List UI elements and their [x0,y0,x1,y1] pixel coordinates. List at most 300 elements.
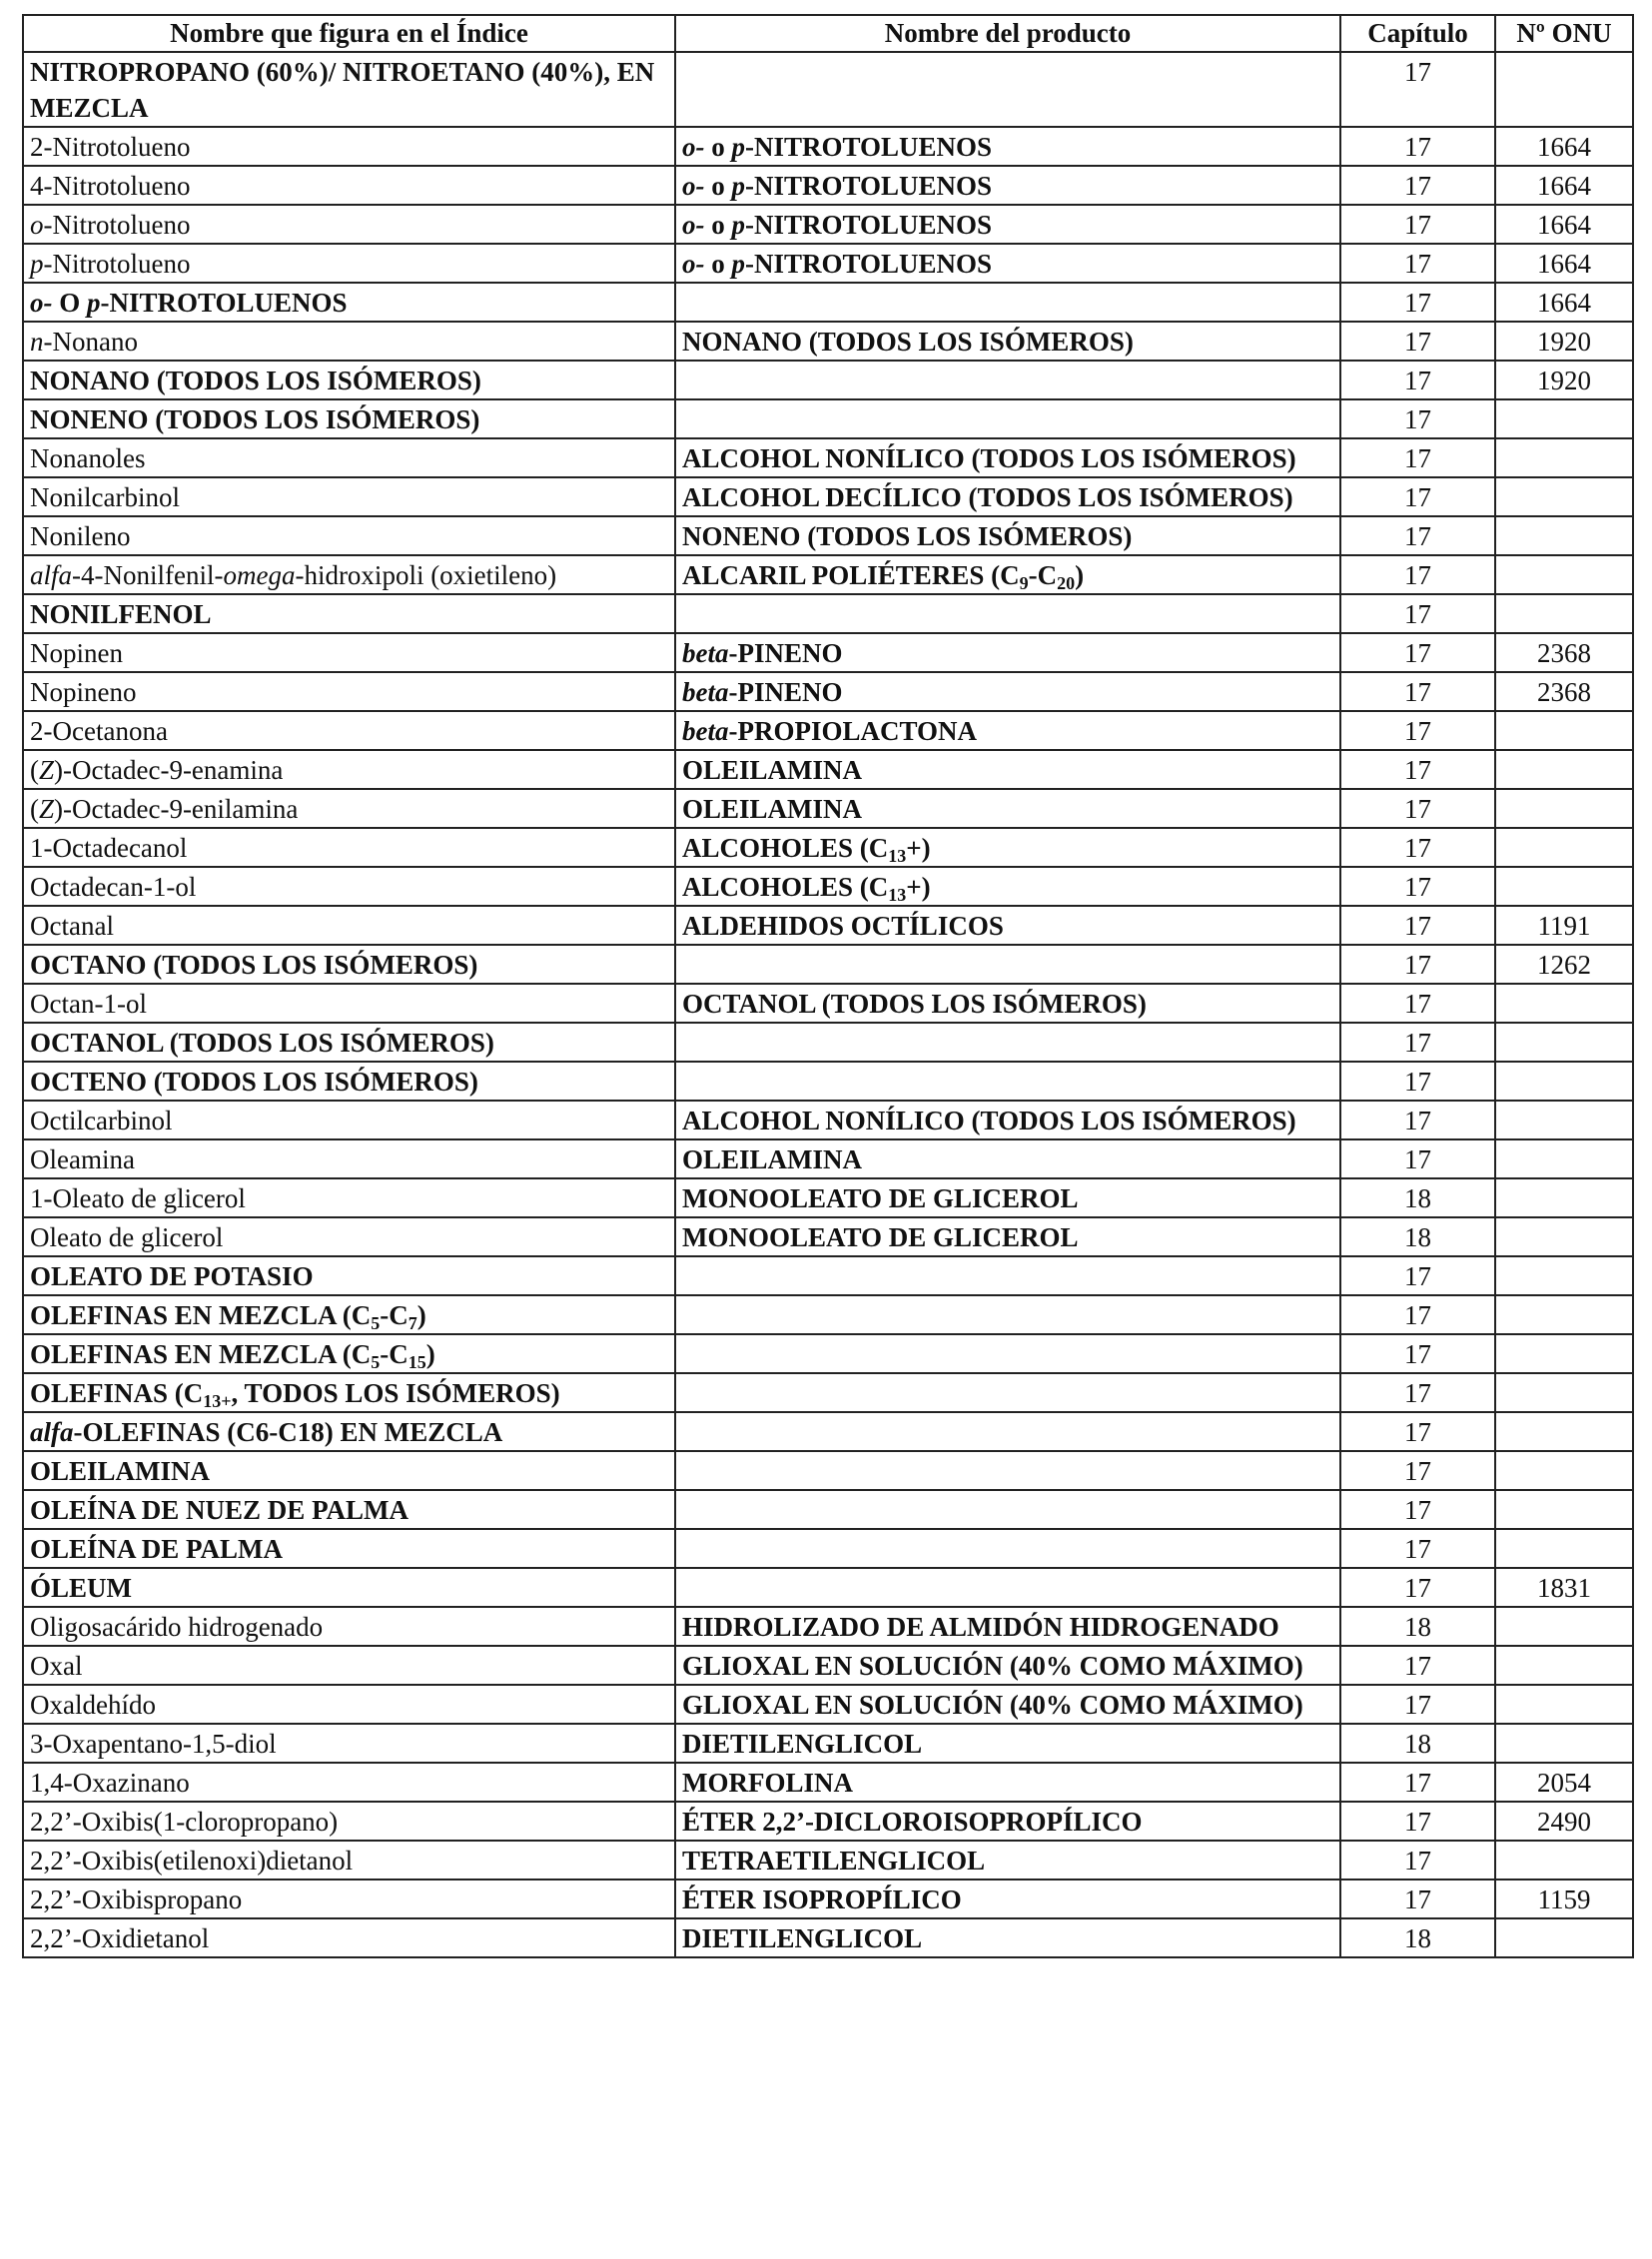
cell-index-name [23,906,675,945]
text-run: +) [906,833,931,863]
cell-index-name [23,828,675,867]
table-row [23,244,1633,283]
cell-un-number: 2368 [1495,672,1633,711]
table-row [23,828,1633,867]
text-run: ALDEHIDOS OCTÍLICOS [682,911,1004,941]
cell-product-name [675,555,1340,594]
text-run: 5 [371,1313,381,1333]
table-row [23,1178,1633,1217]
table-row [23,1607,1633,1646]
table-row [23,1217,1633,1256]
text-run: 7 [408,1313,417,1333]
cell-product-name [675,438,1340,477]
cell-index-name [23,1373,675,1412]
cell-chapter: 17 [1340,477,1495,516]
cell-product-name [675,750,1340,789]
cell-chapter: 17 [1340,555,1495,594]
cell-un-number [1495,1646,1633,1685]
cell-un-number: 1664 [1495,166,1633,205]
table-row [23,672,1633,711]
cell-chapter: 17 [1340,1841,1495,1880]
cell-index-name [23,1490,675,1529]
text-run: MONOOLEATO DE GLICEROL [682,1183,1079,1213]
cell-index-name [23,361,675,399]
cell-product-name [675,1412,1340,1451]
cell-chapter: 18 [1340,1178,1495,1217]
cell-product-name [675,1062,1340,1101]
cell-chapter: 17 [1340,828,1495,867]
cell-index-name [23,1451,675,1490]
text-run: ÉTER ISOPROPÍLICO [682,1884,962,1914]
cell-product-name [675,1256,1340,1295]
cell-index-name [23,1529,675,1568]
text-run: MONOOLEATO DE GLICEROL [682,1222,1079,1252]
cell-product-name [675,52,1340,127]
cell-chapter: 17 [1340,1256,1495,1295]
text-run: o- [682,249,705,279]
cell-index-name [23,438,675,477]
cell-un-number [1495,867,1633,906]
text-run: Oleato de glicerol [30,1222,224,1252]
table-row [23,1841,1633,1880]
text-run: OLEILAMINA [30,1456,211,1486]
text-run: 4-Nitrotolueno [30,171,191,201]
text-run: Nonanoles [30,443,146,473]
table-row [23,1412,1633,1451]
text-run: Nonileno [30,521,131,551]
text-run: ALCOHOLES (C [682,872,889,902]
cell-un-number [1495,1607,1633,1646]
text-run: GLIOXAL EN SOLUCIÓN (40% COMO MÁXIMO) [682,1651,1303,1681]
cell-index-name [23,1918,675,1957]
cell-chapter: 18 [1340,1918,1495,1957]
cell-un-number [1495,1139,1633,1178]
header-un-number: Nº ONU [1495,15,1633,52]
text-run: )-Octadec-9-enamina [54,755,284,785]
cell-chapter: 18 [1340,1724,1495,1763]
cell-product-name [675,205,1340,244]
cell-un-number [1495,1451,1633,1490]
cell-un-number [1495,1412,1633,1451]
cell-product-name [675,516,1340,555]
cell-chapter: 17 [1340,205,1495,244]
cell-un-number: 2368 [1495,633,1633,672]
text-run: 2,2’-Oxibis(etilenoxi)dietanol [30,1846,354,1876]
cell-chapter: 17 [1340,750,1495,789]
text-run: -Nitrotolueno [43,249,191,279]
table-row [23,477,1633,516]
text-run: 15 [408,1352,426,1372]
header-product-name: Nombre del producto [675,15,1340,52]
cell-un-number [1495,711,1633,750]
text-run: DIETILENGLICOL [682,1729,923,1759]
cell-index-name [23,555,675,594]
table-row [23,438,1633,477]
cell-product-name [675,906,1340,945]
text-run: NONANO (TODOS LOS ISÓMEROS) [30,366,481,395]
cell-un-number: 2054 [1495,1763,1633,1802]
cell-chapter: 17 [1340,361,1495,399]
text-run: Octan-1-ol [30,989,147,1019]
cell-chapter: 17 [1340,438,1495,477]
cell-index-name [23,1217,675,1256]
text-run: OCTENO (TODOS LOS ISÓMEROS) [30,1067,478,1097]
cell-chapter: 17 [1340,1880,1495,1918]
cell-product-name [675,127,1340,166]
cell-chapter: 17 [1340,984,1495,1023]
text-run: p [731,132,745,162]
cell-chapter: 17 [1340,1451,1495,1490]
cell-index-name [23,1412,675,1451]
cell-index-name [23,1023,675,1062]
table-row [23,750,1633,789]
text-run: ( [30,794,39,824]
cell-chapter: 17 [1340,906,1495,945]
cell-product-name [675,1646,1340,1685]
cell-index-name [23,945,675,984]
text-run: OLEÍNA DE NUEZ DE PALMA [30,1495,410,1525]
text-run: 1,4-Oxazinano [30,1768,190,1798]
text-run: -PINENO [728,677,843,707]
text-run: 3-Oxapentano-1,5-diol [30,1729,277,1759]
table-row [23,166,1633,205]
cell-un-number: 1831 [1495,1568,1633,1607]
text-run: -C [380,1300,409,1330]
table-row [23,906,1633,945]
text-run: n [30,327,44,357]
text-run: ALCOHOLES (C [682,833,889,863]
table-row [23,1880,1633,1918]
table-row [23,1023,1633,1062]
cell-un-number [1495,1334,1633,1373]
table-row [23,283,1633,322]
table-row [23,633,1633,672]
cell-index-name [23,1334,675,1373]
text-run: -NITROTOLUENOS [745,249,993,279]
cell-un-number: 1262 [1495,945,1633,984]
cell-product-name [675,361,1340,399]
text-run: 1-Octadecanol [30,833,188,863]
table-row [23,1763,1633,1802]
cell-product-name [675,1763,1340,1802]
cell-index-name [23,205,675,244]
cell-index-name [23,594,675,633]
text-run: 2,2’-Oxibis(1-cloropropano) [30,1807,339,1837]
table-row [23,1295,1633,1334]
table-row [23,1918,1633,1957]
text-run: -Nonano [43,327,138,357]
text-run: omega [223,560,296,590]
cell-un-number [1495,1217,1633,1256]
text-run: 20 [1057,573,1076,593]
cell-product-name [675,828,1340,867]
table-row [23,1101,1633,1139]
text-run: ALCOHOL DECÍLICO (TODOS LOS ISÓMEROS) [682,482,1293,512]
cell-chapter: 17 [1340,1568,1495,1607]
cell-chapter: 17 [1340,789,1495,828]
text-run: Octanal [30,911,114,941]
cell-index-name [23,1841,675,1880]
text-run: -Nitrotolueno [43,210,191,240]
text-run: 2,2’-Oxidietanol [30,1923,210,1953]
cell-un-number [1495,1373,1633,1412]
cell-product-name [675,1178,1340,1217]
table-row [23,1062,1633,1101]
text-run: ) [1075,560,1085,590]
cell-chapter: 17 [1340,1490,1495,1529]
text-run: 5 [371,1352,381,1372]
table-row [23,1568,1633,1607]
cell-product-name [675,984,1340,1023]
cell-product-name [675,1373,1340,1412]
text-run: Z [39,755,55,785]
table-row [23,1646,1633,1685]
text-run: ÓLEUM [30,1573,133,1603]
cell-index-name [23,52,675,127]
text-run: NONANO (TODOS LOS ISÓMEROS) [682,327,1134,357]
cell-index-name [23,1178,675,1217]
cell-chapter: 17 [1340,594,1495,633]
cell-product-name [675,1295,1340,1334]
cell-product-name [675,789,1340,828]
text-run: alfa [30,1417,74,1447]
text-run: 1-Oleato de glicerol [30,1183,246,1213]
cell-product-name [675,1490,1340,1529]
cell-product-name [675,867,1340,906]
text-run: OLEILAMINA [682,794,863,824]
cell-product-name [675,1568,1340,1607]
text-run: Oleamina [30,1144,135,1174]
cell-un-number: 1664 [1495,244,1633,283]
cell-un-number: 1191 [1495,906,1633,945]
text-run: Oligosacárido hidrogenado [30,1612,324,1642]
cell-chapter: 17 [1340,399,1495,438]
cell-index-name [23,283,675,322]
cell-chapter: 18 [1340,1217,1495,1256]
cell-index-name [23,1568,675,1607]
cell-un-number [1495,1062,1633,1101]
text-run: p [731,249,745,279]
cell-index-name [23,711,675,750]
cell-chapter: 17 [1340,52,1495,127]
text-run: 2-Ocetanona [30,716,168,746]
cell-product-name [675,1023,1340,1062]
cell-index-name [23,1763,675,1802]
cell-un-number [1495,438,1633,477]
table-row [23,789,1633,828]
text-run: Oxaldehído [30,1690,156,1720]
cell-un-number [1495,1685,1633,1724]
cell-chapter: 17 [1340,711,1495,750]
table-row [23,1685,1633,1724]
table-row [23,52,1633,127]
cell-un-number: 1920 [1495,322,1633,361]
cell-un-number [1495,984,1633,1023]
cell-index-name [23,633,675,672]
text-run: OLEFINAS EN MEZCLA (C [30,1339,372,1369]
cell-un-number [1495,516,1633,555]
cell-un-number [1495,1101,1633,1139]
cell-chapter: 17 [1340,1763,1495,1802]
table-row [23,984,1633,1023]
cell-product-name [675,283,1340,322]
text-run: , TODOS LOS ISÓMEROS) [231,1378,560,1408]
cell-index-name [23,1062,675,1101]
table-row [23,1724,1633,1763]
cell-chapter: 17 [1340,1062,1495,1101]
cell-un-number [1495,399,1633,438]
cell-chapter: 17 [1340,1802,1495,1841]
text-run: alfa [30,560,73,590]
cell-un-number [1495,52,1633,127]
table-row [23,1451,1633,1490]
cell-un-number [1495,789,1633,828]
cell-product-name [675,244,1340,283]
text-run: Nopinen [30,638,123,668]
text-run: Nopineno [30,677,137,707]
text-run: )-Octadec-9-enilamina [54,794,299,824]
table-row [23,205,1633,244]
text-run: OLEÍNA DE PALMA [30,1534,284,1564]
cell-index-name [23,1646,675,1685]
table-row [23,711,1633,750]
cell-product-name [675,1217,1340,1256]
cell-chapter: 17 [1340,516,1495,555]
text-run: 13 [888,885,907,905]
text-run: 2,2’-Oxibispropano [30,1884,243,1914]
table-row [23,516,1633,555]
table-row [23,555,1633,594]
cell-chapter: 17 [1340,1295,1495,1334]
text-run: Octilcarbinol [30,1106,173,1135]
cell-product-name [675,1802,1340,1841]
cell-un-number [1495,1490,1633,1529]
cell-index-name [23,516,675,555]
cell-index-name [23,750,675,789]
cell-product-name [675,1139,1340,1178]
text-run: OCTANO (TODOS LOS ISÓMEROS) [30,950,478,980]
cell-index-name [23,867,675,906]
text-run: NITROPROPANO (60%)/ NITROETANO (40%), EN MEZCLA [30,57,655,123]
cell-product-name [675,1685,1340,1724]
text-run: HIDROLIZADO DE ALMIDÓN HIDROGENADO [682,1612,1279,1642]
cell-chapter: 17 [1340,633,1495,672]
cell-chapter: 17 [1340,867,1495,906]
text-run: p [731,210,745,240]
text-run: o [704,249,732,279]
cell-product-name [675,399,1340,438]
cell-chapter: 17 [1340,1334,1495,1373]
text-run: -C [380,1339,409,1369]
cell-un-number [1495,555,1633,594]
table-row [23,322,1633,361]
document-page [22,14,1632,1958]
text-run: OLEILAMINA [682,755,863,785]
text-run: 13+ [203,1391,232,1411]
cell-chapter: 17 [1340,1101,1495,1139]
table-row [23,361,1633,399]
text-run: ) [416,1300,426,1330]
table-row [23,1256,1633,1295]
table-row [23,1139,1633,1178]
cell-chapter: 17 [1340,1139,1495,1178]
cell-un-number [1495,1529,1633,1568]
text-run: OLEILAMINA [682,1144,863,1174]
text-run: -NITROTOLUENOS [745,210,993,240]
cell-index-name [23,477,675,516]
text-run: o [704,132,732,162]
table-row [23,594,1633,633]
cell-index-name [23,1295,675,1334]
text-run: OCTANOL (TODOS LOS ISÓMEROS) [30,1028,494,1058]
cell-index-name [23,1607,675,1646]
cell-un-number [1495,477,1633,516]
text-run: Nonilcarbinol [30,482,180,512]
cell-un-number [1495,750,1633,789]
cell-index-name [23,1880,675,1918]
table-row [23,1529,1633,1568]
cell-un-number [1495,1918,1633,1957]
cell-product-name [675,1841,1340,1880]
cell-index-name [23,1256,675,1295]
cell-product-name [675,1880,1340,1918]
text-run: beta [682,677,729,707]
cell-un-number [1495,1256,1633,1295]
cell-product-name [675,594,1340,633]
text-run: p [30,249,44,279]
text-run: GLIOXAL EN SOLUCIÓN (40% COMO MÁXIMO) [682,1690,1303,1720]
cell-index-name [23,322,675,361]
cell-un-number: 1664 [1495,205,1633,244]
cell-chapter: 17 [1340,1646,1495,1685]
text-run: -hidroxipoli (oxietileno) [295,560,557,590]
text-run: o- [682,132,705,162]
cell-index-name [23,127,675,166]
text-run: 9 [1019,573,1029,593]
cell-product-name [675,1101,1340,1139]
cell-index-name [23,399,675,438]
table-row [23,1490,1633,1529]
cell-product-name [675,1451,1340,1490]
table-row [23,867,1633,906]
table-row [23,127,1633,166]
cell-chapter: 17 [1340,322,1495,361]
cell-product-name [675,945,1340,984]
text-run: beta [682,716,729,746]
cell-index-name [23,166,675,205]
text-run: o- [30,288,53,318]
text-run: p [87,288,101,318]
text-run: OLEFINAS (C [30,1378,204,1408]
cell-index-name [23,1685,675,1724]
cell-un-number: 1159 [1495,1880,1633,1918]
text-run: Z [39,794,55,824]
table-row [23,399,1633,438]
cell-product-name [675,633,1340,672]
text-run: ALCARIL POLIÉTERES (C [682,560,1020,590]
text-run: DIETILENGLICOL [682,1923,923,1953]
cell-product-name [675,711,1340,750]
text-run: p [731,171,745,201]
cell-un-number [1495,1841,1633,1880]
cell-index-name [23,1101,675,1139]
header-index-name: Nombre que figura en el Índice [23,15,675,52]
cell-chapter: 17 [1340,127,1495,166]
text-run: -4-Nonilfenil- [72,560,224,590]
text-run: OLEATO DE POTASIO [30,1261,314,1291]
table-row [23,945,1633,984]
text-run: -PROPIOLACTONA [728,716,978,746]
